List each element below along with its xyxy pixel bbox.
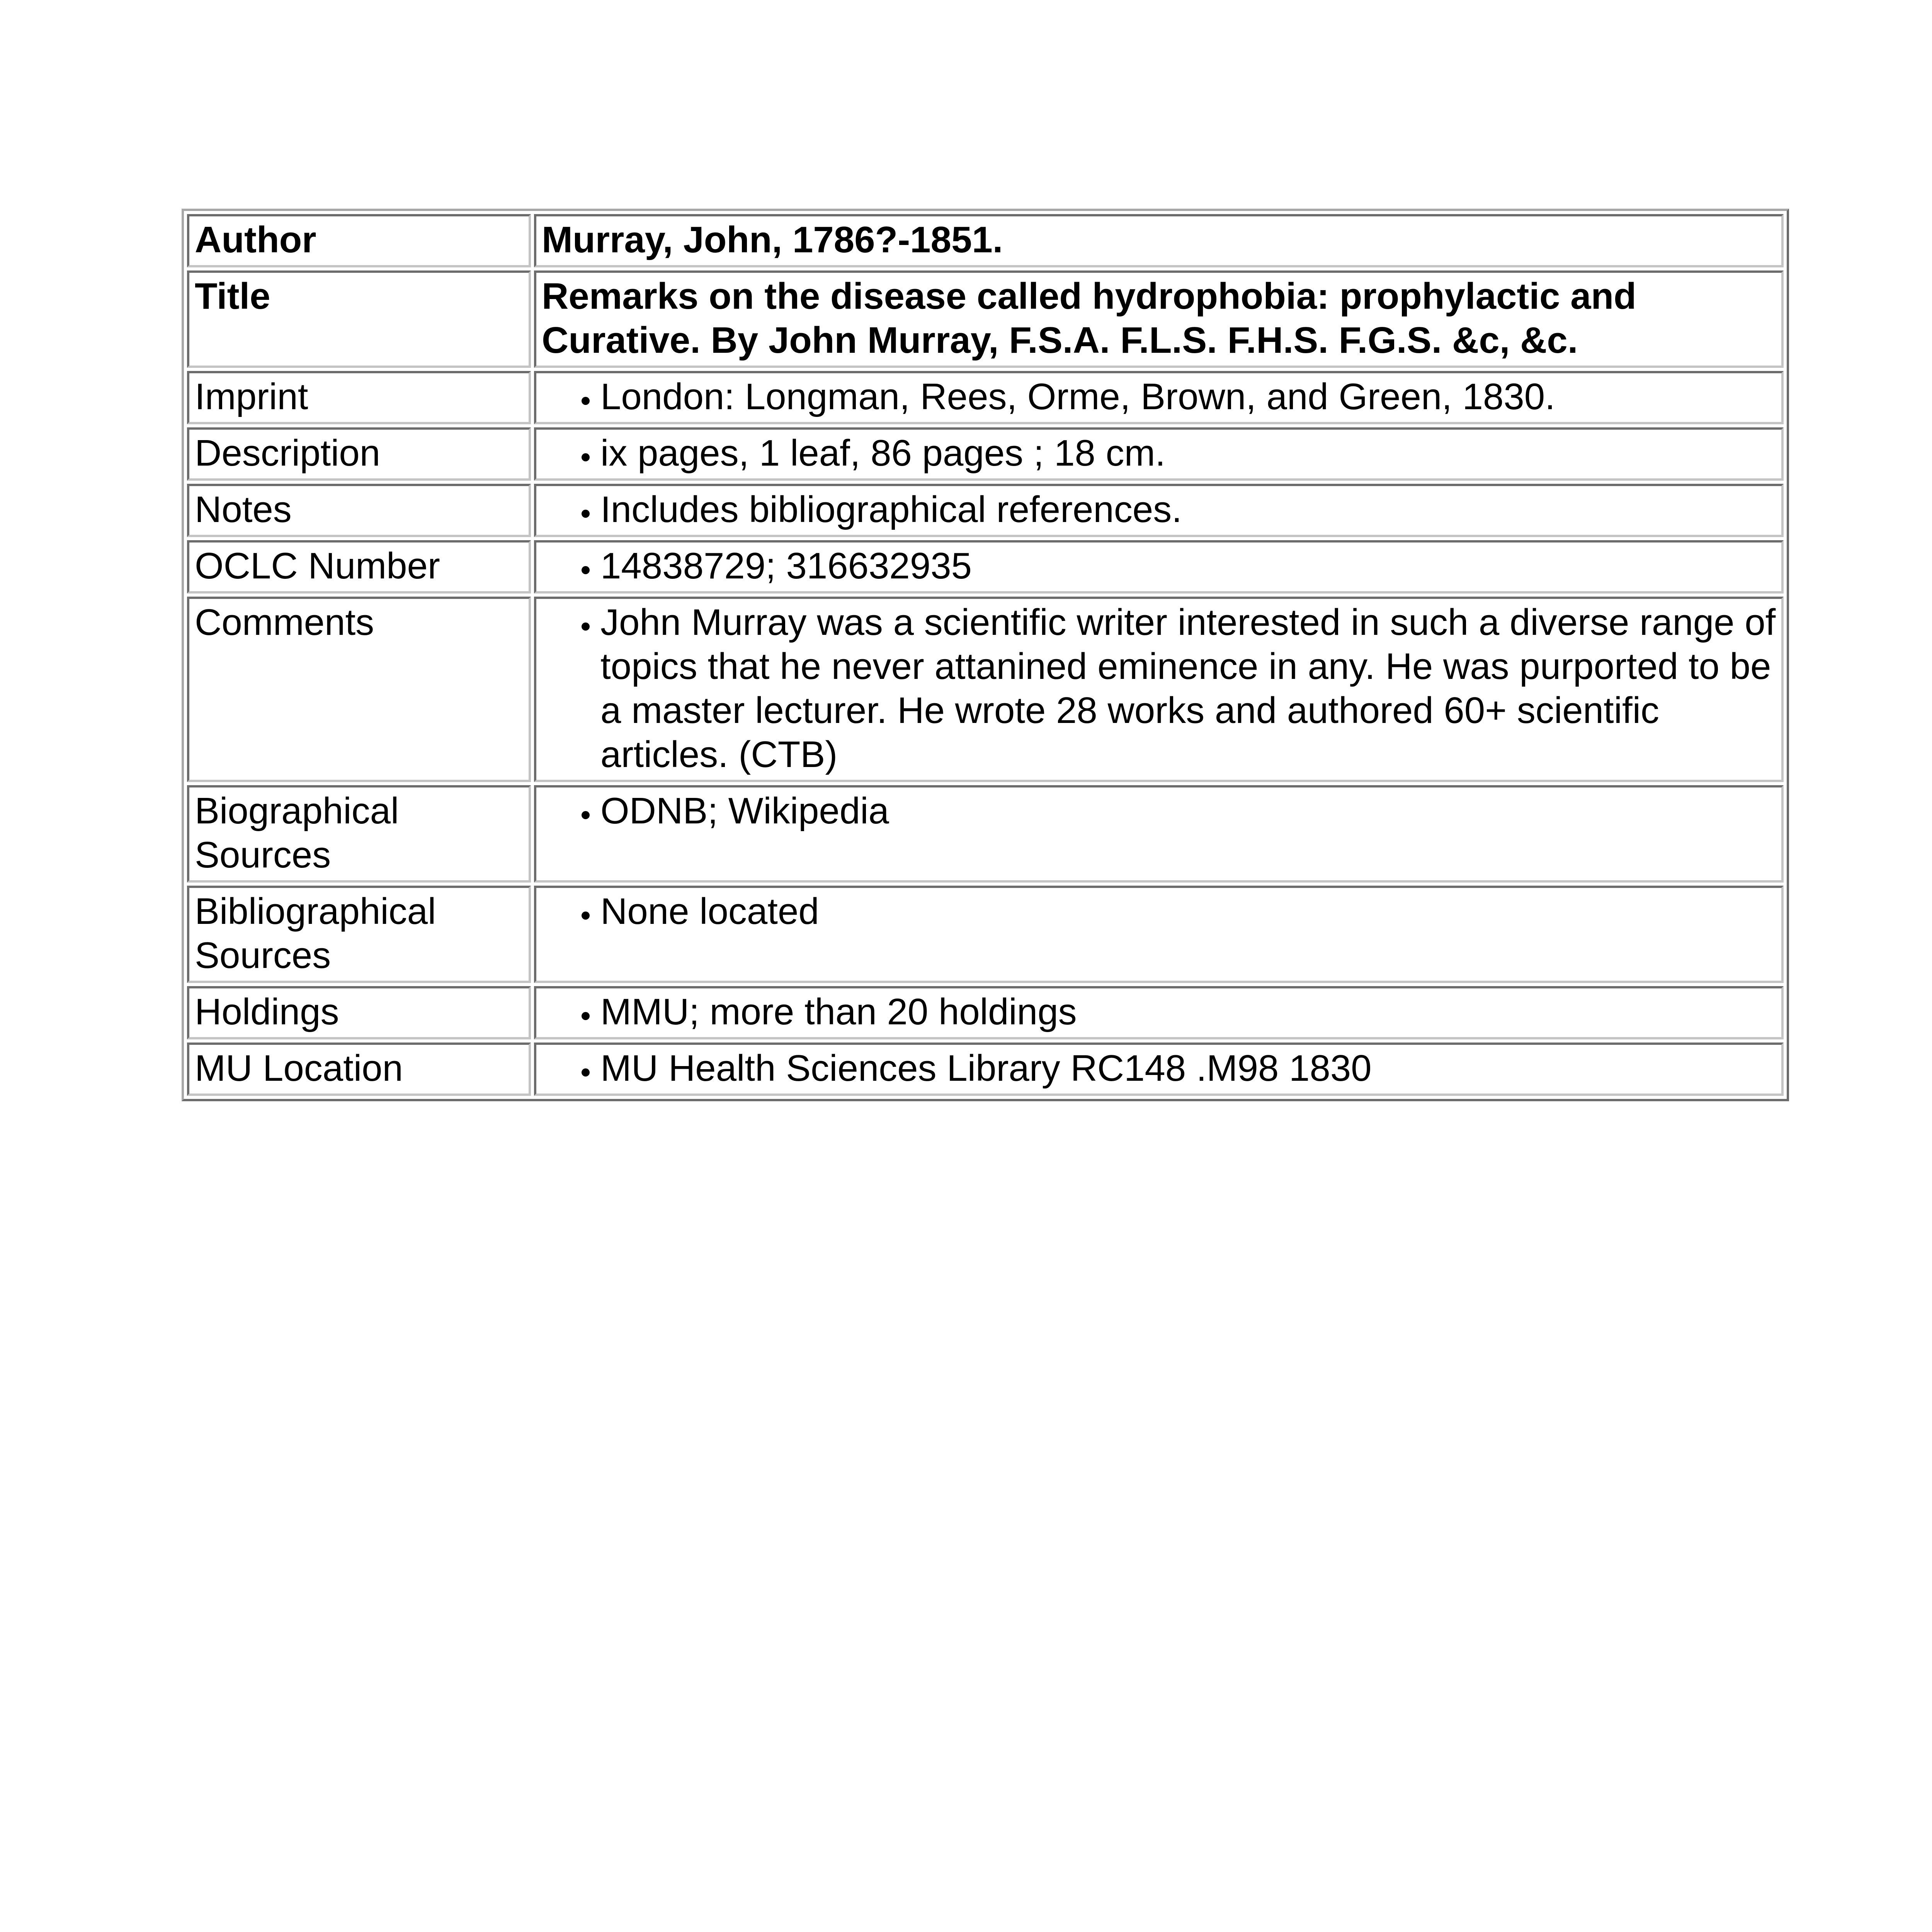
table-row-holdings [187, 986, 1784, 1039]
bibliographical-sources-label: Bibliographical Sources [187, 886, 531, 983]
oclc-number-label: OCLC Number [187, 540, 531, 594]
holdings-label: Holdings [187, 986, 531, 1039]
imprint-label: Imprint [187, 371, 531, 424]
description-cell [534, 427, 1784, 481]
comments-value: • John Murray was a scientific writer interested in such a diverse range of topics that he never attanined eminence in any. He was purported to be a master lecturer. He wrote 28 works and authored 60+ scientific articles. (CTB) [600, 600, 1777, 777]
table-row-oclc-number [187, 540, 1784, 594]
table-row-mu-location [187, 1043, 1784, 1096]
table-row-notes [187, 484, 1784, 537]
biographical-sources-list [542, 789, 1777, 833]
biographical-sources-value: • ODNB; Wikipedia [600, 789, 1777, 833]
holdings-value: • MMU; more than 20 holdings [600, 990, 1777, 1034]
comments-cell [534, 597, 1784, 782]
imprint-list [542, 375, 1777, 419]
holdings-list [542, 990, 1777, 1034]
notes-value: • Includes bibliographical references. [600, 488, 1777, 532]
imprint-value: • London: Longman, Rees, Orme, Brown, and Green, 1830. [600, 375, 1777, 419]
table-row-biographical-sources [187, 785, 1784, 883]
imprint-cell [534, 371, 1784, 424]
table-row-comments [187, 597, 1784, 782]
notes-cell [534, 484, 1784, 537]
mu-location-label: MU Location [187, 1043, 531, 1096]
notes-label: Notes [187, 484, 531, 537]
oclc-number-cell [534, 540, 1784, 594]
table-row-author [187, 214, 1784, 267]
bibliographic-record-table [182, 209, 1789, 1101]
comments-list [542, 600, 1777, 777]
table-row-imprint [187, 371, 1784, 424]
table-row-description [187, 427, 1784, 481]
oclc-number-list [542, 544, 1777, 588]
holdings-cell [534, 986, 1784, 1039]
bibliographical-sources-cell [534, 886, 1784, 983]
bibliographical-sources-value: • None located [600, 889, 1777, 934]
table-row-title [187, 270, 1784, 368]
biographical-sources-label: Biographical Sources [187, 785, 531, 883]
description-value: • ix pages, 1 leaf, 86 pages ; 18 cm. [600, 431, 1777, 475]
notes-list [542, 488, 1777, 532]
description-label: Description [187, 427, 531, 481]
bibliographical-sources-list [542, 889, 1777, 934]
author-value: Murray, John, 1786?-1851. [534, 214, 1784, 267]
table-row-bibliographical-sources [187, 886, 1784, 983]
title-label: Title [187, 270, 531, 368]
author-label: Author [187, 214, 531, 267]
comments-label: Comments [187, 597, 531, 782]
description-list [542, 431, 1777, 475]
title-value: Remarks on the disease called hydrophobia: prophylactic and Curative. By John Murray, F.S.A. F.L.S. F.H.S. F.G.S. &c, &c. [534, 270, 1784, 368]
mu-location-list [542, 1046, 1777, 1090]
oclc-number-value: • 14838729; 316632935 [600, 544, 1777, 588]
biographical-sources-cell [534, 785, 1784, 883]
mu-location-value: • MU Health Sciences Library RC148 .M98 1830 [600, 1046, 1777, 1090]
mu-location-cell [534, 1043, 1784, 1096]
